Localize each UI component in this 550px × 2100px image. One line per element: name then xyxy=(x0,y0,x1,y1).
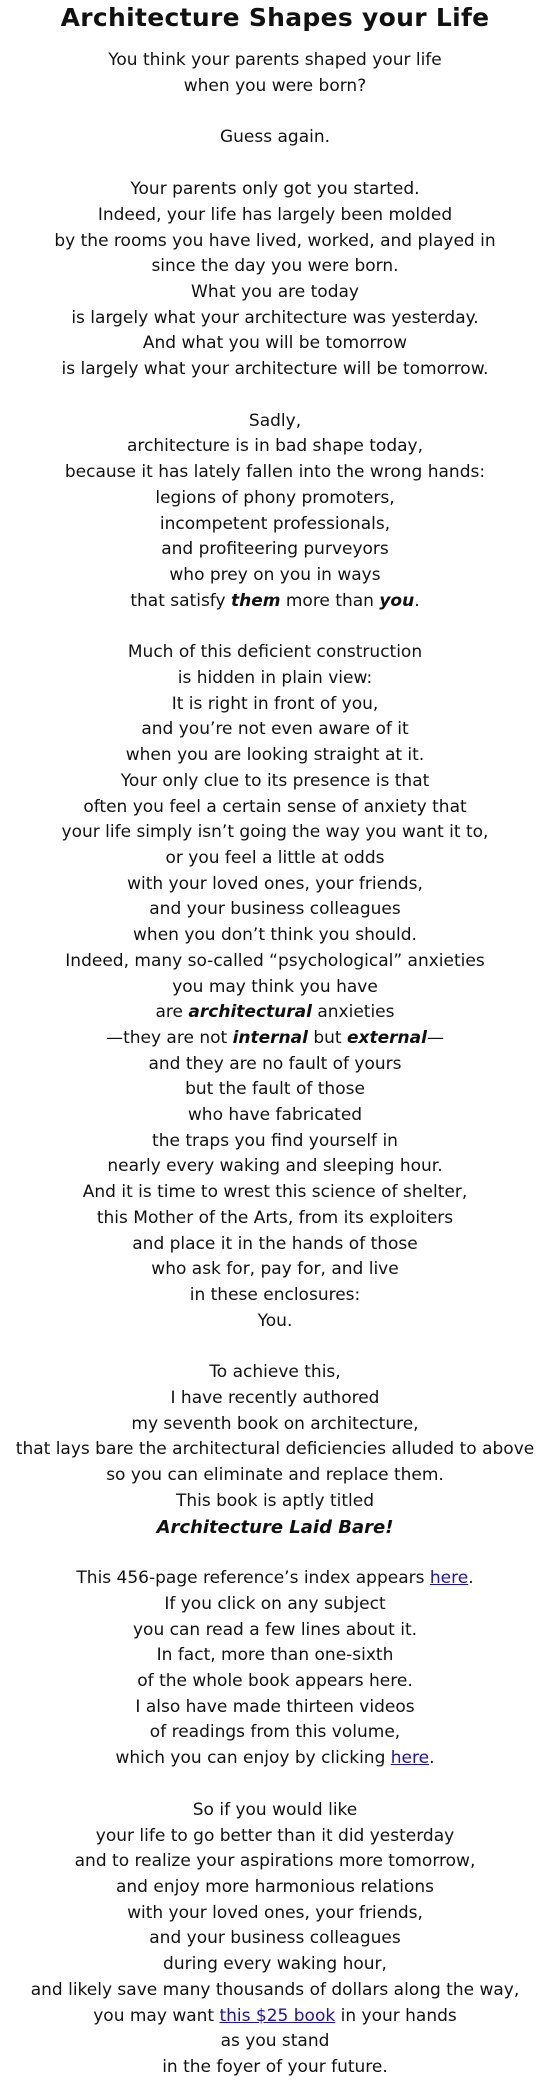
text-line: you can read a few lines about it. xyxy=(132,1619,418,1640)
text-line: Indeed, your life has largely been molded xyxy=(97,204,453,225)
text-line: I have recently authored xyxy=(170,1388,380,1409)
text-line xyxy=(0,1746,550,1772)
stanza-hidden xyxy=(0,640,550,1334)
text-line: is hidden in plain view: xyxy=(177,668,373,689)
text-line: this Mother of the Arts, from its exploiters xyxy=(96,1207,454,1228)
text-line: you may think you have xyxy=(172,976,378,997)
text-line: nearly every waking and sleeping hour. xyxy=(107,1156,443,1177)
text-line: when you don’t think you should. xyxy=(133,925,417,946)
text-run: —they are not xyxy=(106,1027,233,1048)
text-line: What you are today xyxy=(191,281,359,302)
text-line: who have fabricated xyxy=(187,1105,363,1126)
text-line: In fact, more than one-sixth xyxy=(156,1645,394,1666)
emphasis-text: external xyxy=(347,1027,427,1048)
text-line: You think your parents shaped your life xyxy=(108,50,442,70)
text-line: This book is aptly titled xyxy=(175,1490,375,1511)
text-line: that lays bare the architectural deficiencies alluded to above xyxy=(15,1439,535,1460)
text-line xyxy=(0,2004,550,2030)
text-run: that satisfy xyxy=(130,590,231,611)
text-run: which you can enjoy by clicking xyxy=(115,1748,391,1769)
text-line: To achieve this, xyxy=(209,1362,341,1383)
text-run: you may want xyxy=(93,2005,220,2026)
text-line: And what you will be tomorrow xyxy=(142,333,408,354)
text-line: so you can eliminate and replace them. xyxy=(106,1465,444,1486)
text-line: and enjoy more harmonious relations xyxy=(115,1877,435,1897)
page-title: Architecture Shapes your Life xyxy=(60,3,490,32)
text-line: and place it in the hands of those xyxy=(132,1233,418,1254)
text-line: when you are looking straight at it. xyxy=(125,745,425,766)
text-line: Sadly, xyxy=(248,410,302,431)
text-line: architecture is in bad shape today, xyxy=(127,436,423,457)
text-line: legions of phony promoters, xyxy=(155,487,395,508)
text-line: or you feel a little at odds xyxy=(165,847,385,868)
emphasis-text: internal xyxy=(232,1027,308,1048)
text-run: in your hands xyxy=(335,2005,457,2026)
text-line: because it has lately fallen into the wrong hands: xyxy=(64,462,486,483)
stanza-sadly xyxy=(0,409,550,615)
text-line: and profiteering purveyors xyxy=(161,539,389,560)
text-run: anxieties xyxy=(311,1002,395,1023)
text-line: in the foyer of your future. xyxy=(162,2056,388,2077)
text-line: with your loved ones, your friends, xyxy=(127,1902,423,1923)
stanza-intro xyxy=(0,48,550,99)
text-line: incompetent professionals, xyxy=(159,513,391,534)
text-line: and likely save many thousands of dollars along the way, xyxy=(30,1979,520,2000)
stanza-closing xyxy=(0,1798,550,2081)
text-line: with your loved ones, your friends, xyxy=(127,873,423,894)
text-line: It is right in front of you, xyxy=(171,693,379,714)
stanza-book xyxy=(0,1360,550,1540)
text-line: and you’re not even aware of it xyxy=(141,719,409,740)
text-line: who ask for, pay for, and live xyxy=(151,1259,399,1280)
text-line: who prey on you in ways xyxy=(169,564,381,585)
text-line: You. xyxy=(257,1310,293,1331)
text-line: since the day you were born. xyxy=(151,256,399,277)
book-title: Architecture Laid Bare! xyxy=(156,1516,394,1538)
text-line: I also have made thirteen videos xyxy=(135,1696,415,1717)
text-line xyxy=(0,589,550,615)
text-line: during every waking hour, xyxy=(163,1954,387,1975)
text-line: of the whole book appears here. xyxy=(137,1671,413,1692)
text-line: and they are no fault of yours xyxy=(148,1053,402,1074)
stanza-index xyxy=(0,1566,550,1772)
text-line: your life simply isn’t going the way you want it to, xyxy=(61,822,489,843)
text-line: my seventh book on architecture, xyxy=(131,1413,419,1434)
emphasis-text: them xyxy=(230,590,281,611)
text-line: And it is time to wrest this science of shelter, xyxy=(82,1182,468,1203)
text-line: but the fault of those xyxy=(185,1079,365,1100)
text-line: Much of this deficient construction xyxy=(127,642,423,663)
text-run: but xyxy=(307,1027,347,1048)
text-line: the traps you find yourself in xyxy=(152,1130,398,1151)
text-run: . xyxy=(429,1748,435,1769)
index-link[interactable]: here xyxy=(429,1568,469,1589)
text-run: are xyxy=(155,1002,189,1023)
emphasis-text: you xyxy=(379,590,415,611)
text-line: your life to go better than it did yesterday xyxy=(95,1825,455,1846)
text-run: . xyxy=(468,1568,474,1589)
text-line: of readings from this volume, xyxy=(149,1722,401,1743)
text-line: and to realize your aspirations more tomorrow, xyxy=(74,1851,476,1872)
text-line: and your business colleagues xyxy=(149,1928,401,1949)
text-run: . xyxy=(414,590,420,611)
text-line: and your business colleagues xyxy=(149,899,401,920)
text-line xyxy=(0,1026,550,1052)
text-line: Indeed, many so-called “psychological” anxieties xyxy=(65,950,485,971)
text-run: — xyxy=(426,1027,444,1048)
stanza-parents xyxy=(0,177,550,383)
text-line xyxy=(0,1566,550,1592)
text-line: is largely what your architecture was yesterday. xyxy=(71,307,479,328)
text-line: Your only clue to its presence is that xyxy=(120,770,430,791)
text-line: by the rooms you have lived, worked, and played in xyxy=(54,230,496,251)
text-line: often you feel a certain sense of anxiety that xyxy=(83,796,467,817)
emphasis-text: architectural xyxy=(188,1002,312,1023)
stanza-guess xyxy=(0,125,550,151)
text-line: If you click on any subject xyxy=(164,1593,386,1614)
text-line: is largely what your architecture will be tomorrow. xyxy=(61,359,489,380)
text-line xyxy=(0,1000,550,1026)
text-run: more than xyxy=(280,590,380,611)
text-line: in these enclosures: xyxy=(189,1284,361,1305)
buy-book-link[interactable]: this $25 book xyxy=(219,2005,336,2026)
text-line: Your parents only got you started. xyxy=(130,179,420,200)
text-line: when you were born? xyxy=(183,75,367,96)
text-line: Guess again. xyxy=(219,127,331,148)
text-line: So if you would like xyxy=(192,1799,358,1820)
videos-link[interactable]: here xyxy=(390,1748,430,1769)
text-run: This 456-page reference’s index appears xyxy=(76,1568,430,1589)
text-line: as you stand xyxy=(220,2031,330,2052)
